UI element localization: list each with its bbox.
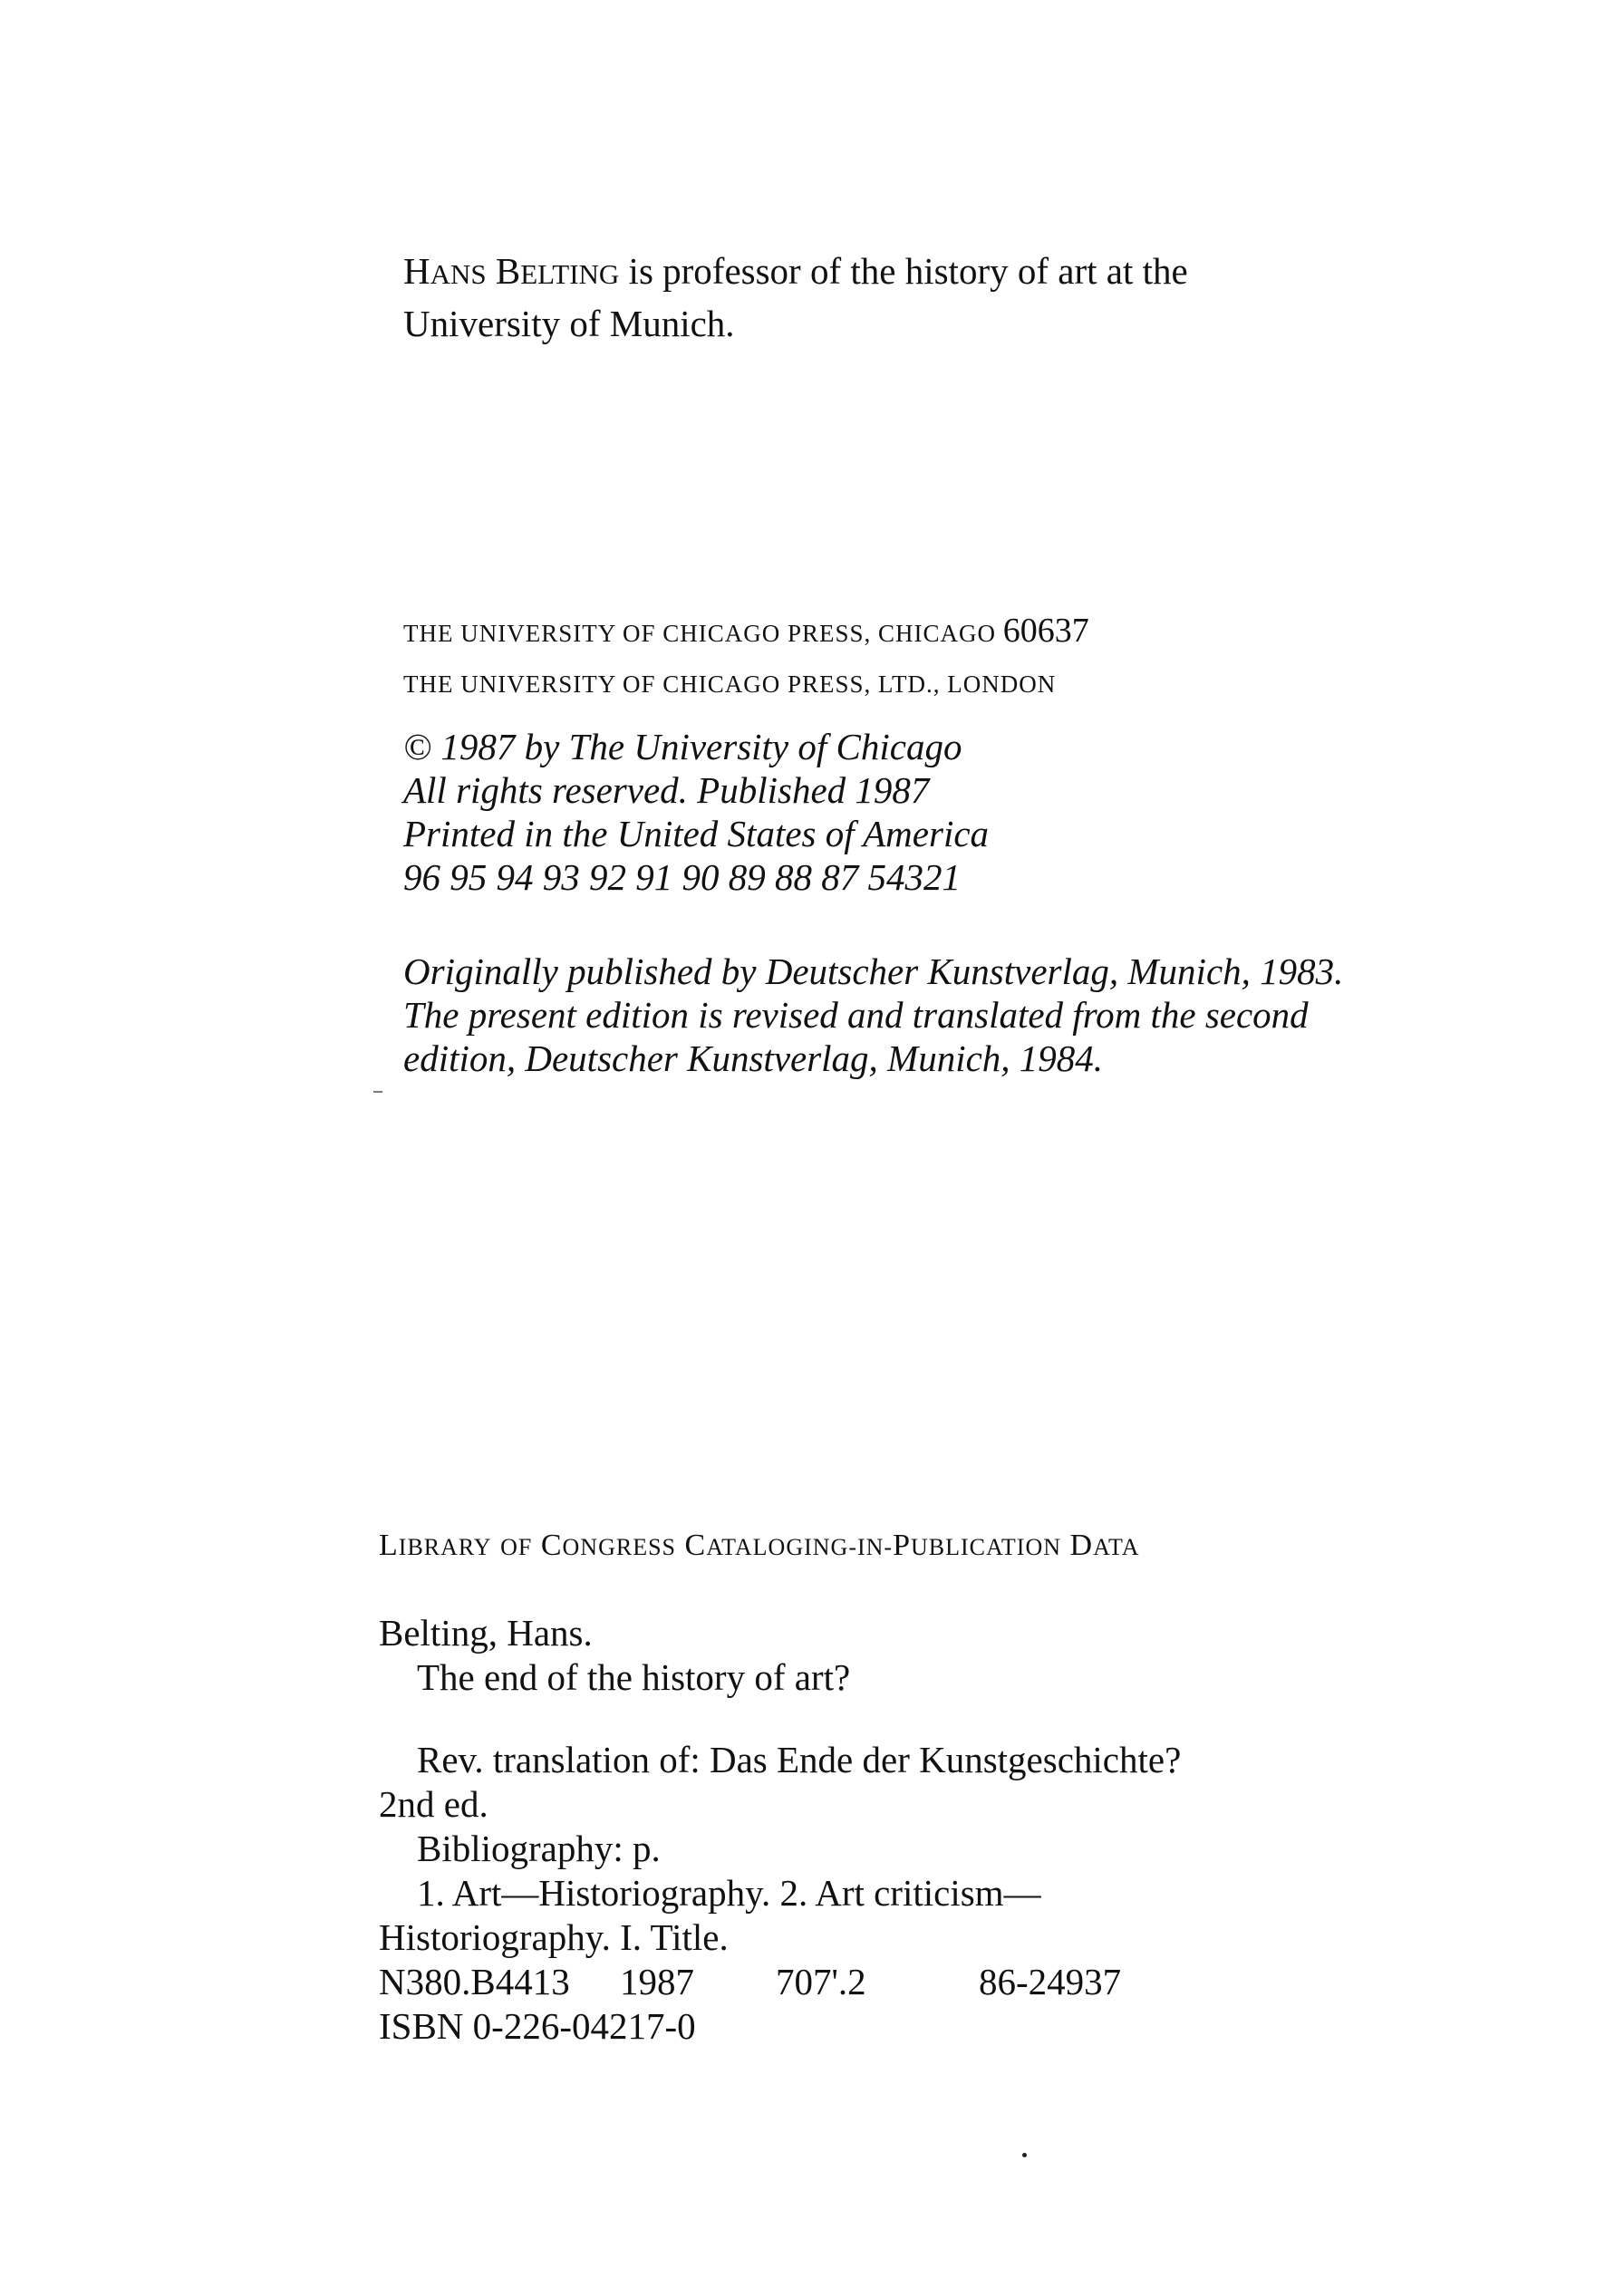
cip-edition-note: 2nd ed.	[379, 1783, 488, 1825]
cip-record	[379, 1611, 1181, 2049]
cip-title: The end of the history of art?	[417, 1656, 851, 1698]
author-bio-text: is professor of the history of art at the	[619, 250, 1188, 292]
author-first-rest: ANS	[430, 258, 487, 290]
cip-call-number: N380.B4413	[379, 1961, 570, 2002]
cip-heading-word-3-rest: ONGRESS	[562, 1534, 677, 1560]
cip-author: Belting, Hans.	[379, 1612, 593, 1654]
press-imprint	[403, 605, 1089, 709]
cip-heading-word-1-rest: IBRARY	[398, 1534, 492, 1560]
cip-lccn: 86-24937	[979, 1961, 1122, 2002]
author-bio-line-2: University of Munich.	[403, 303, 735, 344]
author-last-initial: B	[495, 250, 521, 292]
original-publication-note	[403, 950, 1343, 1080]
press-line-1	[403, 605, 1089, 659]
original-line-2: The present edition is revised and translated from the second	[403, 994, 1309, 1036]
press-chicago: THE UNIVERSITY OF CHICAGO PRESS, CHICAGO	[403, 620, 997, 647]
stray-dot	[1022, 2153, 1027, 2157]
cip-dewey-number: 707'.2	[776, 1961, 866, 2002]
cip-heading-word-1-initial: L	[379, 1529, 399, 1562]
original-line-1: Originally published by Deutscher Kunstverlag, Munich, 1983.	[403, 950, 1344, 992]
cip-heading	[379, 1528, 1140, 1566]
cip-call-year: 1987	[620, 1961, 694, 2002]
author-bio	[403, 246, 1188, 348]
copyright-line-3: Printed in the United States of America	[403, 813, 990, 854]
cip-heading-word-5: -IN-	[848, 1534, 894, 1560]
cip-subjects-line-2: Historiography. I. Title.	[379, 1916, 729, 1958]
cip-heading-word-7-initial: D	[1069, 1529, 1094, 1562]
stray-mark	[373, 1091, 382, 1093]
cip-heading-word-3-initial: C	[540, 1529, 563, 1562]
copyright-line-2: All rights reserved. Published 1987	[403, 769, 930, 811]
press-line-2: THE UNIVERSITY OF CHICAGO PRESS, LTD., LONDON	[403, 670, 1057, 698]
press-zip: 60637	[1002, 612, 1089, 650]
author-last-rest: ELTING	[520, 258, 620, 290]
author-bio-line-1	[403, 246, 1188, 299]
printing-line: 96 95 94 93 92 91 90 89 88 87 54321	[403, 856, 961, 898]
cip-heading-word-6-rest: UBLICATION	[911, 1534, 1062, 1560]
cip-heading-word-7-rest: ATA	[1093, 1534, 1140, 1560]
original-line-3: edition, Deutscher Kunstverlag, Munich, 1984.	[403, 1037, 1104, 1079]
cip-isbn: ISBN 0-226-04217-0	[379, 2005, 696, 2047]
cip-spacer	[379, 1700, 1181, 1738]
cip-translation-note: Rev. translation of: Das Ende der Kunstgeschichte?	[417, 1739, 1182, 1780]
cip-heading-word-6-initial: P	[893, 1529, 912, 1562]
cip-heading-line	[379, 1528, 1140, 1566]
cip-heading-word-2: OF	[500, 1534, 533, 1560]
cip-bibliography: Bibliography: p.	[417, 1828, 661, 1869]
author-first-initial: H	[403, 250, 430, 292]
cip-subjects-line-1: 1. Art—Historiography. 2. Art criticism—	[417, 1872, 1041, 1914]
cip-call-number-row	[379, 1960, 1181, 2004]
cip-heading-word-4-rest: ATALOGING	[706, 1534, 849, 1560]
copyright-line-1: © 1987 by The University of Chicago	[403, 726, 962, 767]
copyright-notice	[403, 725, 989, 899]
cip-heading-word-4-initial: C	[684, 1529, 707, 1562]
